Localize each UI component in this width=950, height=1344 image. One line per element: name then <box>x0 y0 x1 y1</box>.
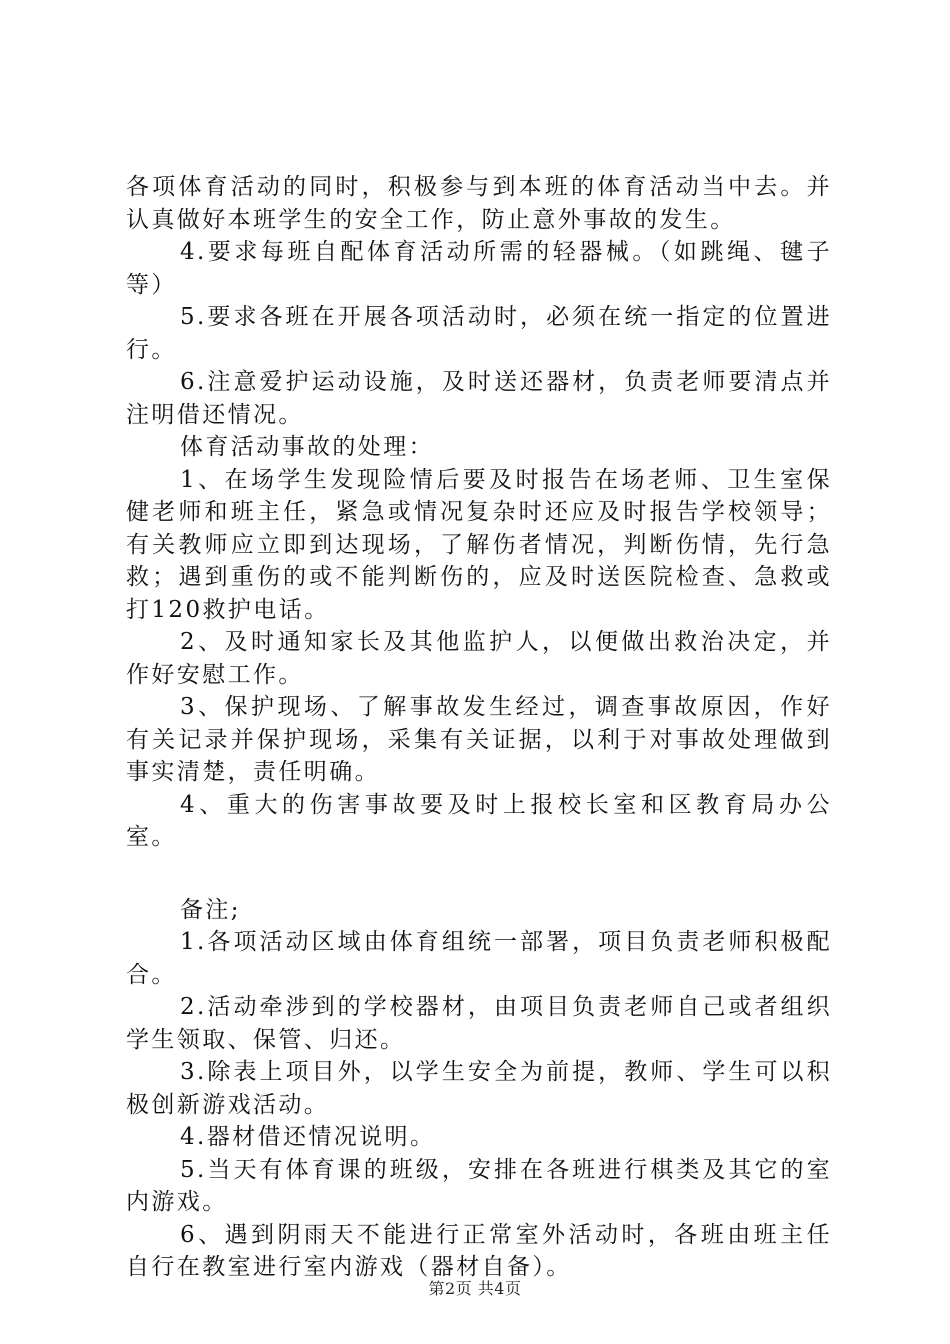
paragraph-item-5: 5.要求各班在开展各项活动时，必须在统一指定的位置进行。 <box>126 304 832 363</box>
paragraph-accident-4: 4、重大的伤害事故要及时上报校长室和区教育局办公室。 <box>126 791 832 850</box>
blank-line <box>126 854 832 894</box>
paragraph-accident-2: 2、及时通知家长及其他监护人，以便做出救治决定，并作好安慰工作。 <box>126 629 832 688</box>
paragraph-continuation: 各项体育活动的同时，积极参与到本班的体育活动当中去。并认真做好本班学生的安全工作，防止意外事故的发生。 <box>126 174 832 233</box>
paragraph-note-4: 4.器材借还情况说明。 <box>180 1124 436 1150</box>
paragraph-note-2: 2.活动牵涉到的学校器材，由项目负责老师自己或者组织学生领取、保管、归还。 <box>126 994 832 1053</box>
page-number-footer: 第2页 共4页 <box>428 1279 522 1298</box>
paragraph-accident-3: 3、保护现场、了解事故发生经过，调查事故原因，作好有关记录并保护现场，采集有关证据，以利于对事故处理做到事实清楚，责任明确。 <box>126 694 832 785</box>
section-heading-accident: 体育活动事故的处理： <box>180 434 434 460</box>
paragraph-item-6: 6.注意爱护运动设施，及时送还器材，负责老师要清点并注明借还情况。 <box>126 369 832 428</box>
document-body <box>126 171 832 1284</box>
paragraph-note-1: 1.各项活动区域由体育组统一部署，项目负责老师积极配合。 <box>126 929 832 988</box>
paragraph-accident-1: 1、在场学生发现险情后要及时报告在场老师、卫生室保健老师和班主任，紧急或情况复杂时还应及时报告学校领导；有关教师应立即到达现场，了解伤者情况，判断伤情，先行急救；遇到重伤的或不能判断伤的，应及时送医院检查、急救或打120救护电话。 <box>126 466 832 623</box>
paragraph-item-4: 4.要求每班自配体育活动所需的轻器械。（如跳绳、毽子等） <box>126 239 832 298</box>
paragraph-note-3: 3.除表上项目外，以学生安全为前提，教师、学生可以积极创新游戏活动。 <box>126 1059 832 1118</box>
section-heading-notes: 备注; <box>180 896 241 923</box>
paragraph-note-6: 6、遇到阴雨天不能进行正常室外活动时，各班由班主任自行在教室进行室内游戏（器材自备）。 <box>126 1221 832 1280</box>
paragraph-note-5: 5.当天有体育课的班级，安排在各班进行棋类及其它的室内游戏。 <box>126 1156 832 1215</box>
